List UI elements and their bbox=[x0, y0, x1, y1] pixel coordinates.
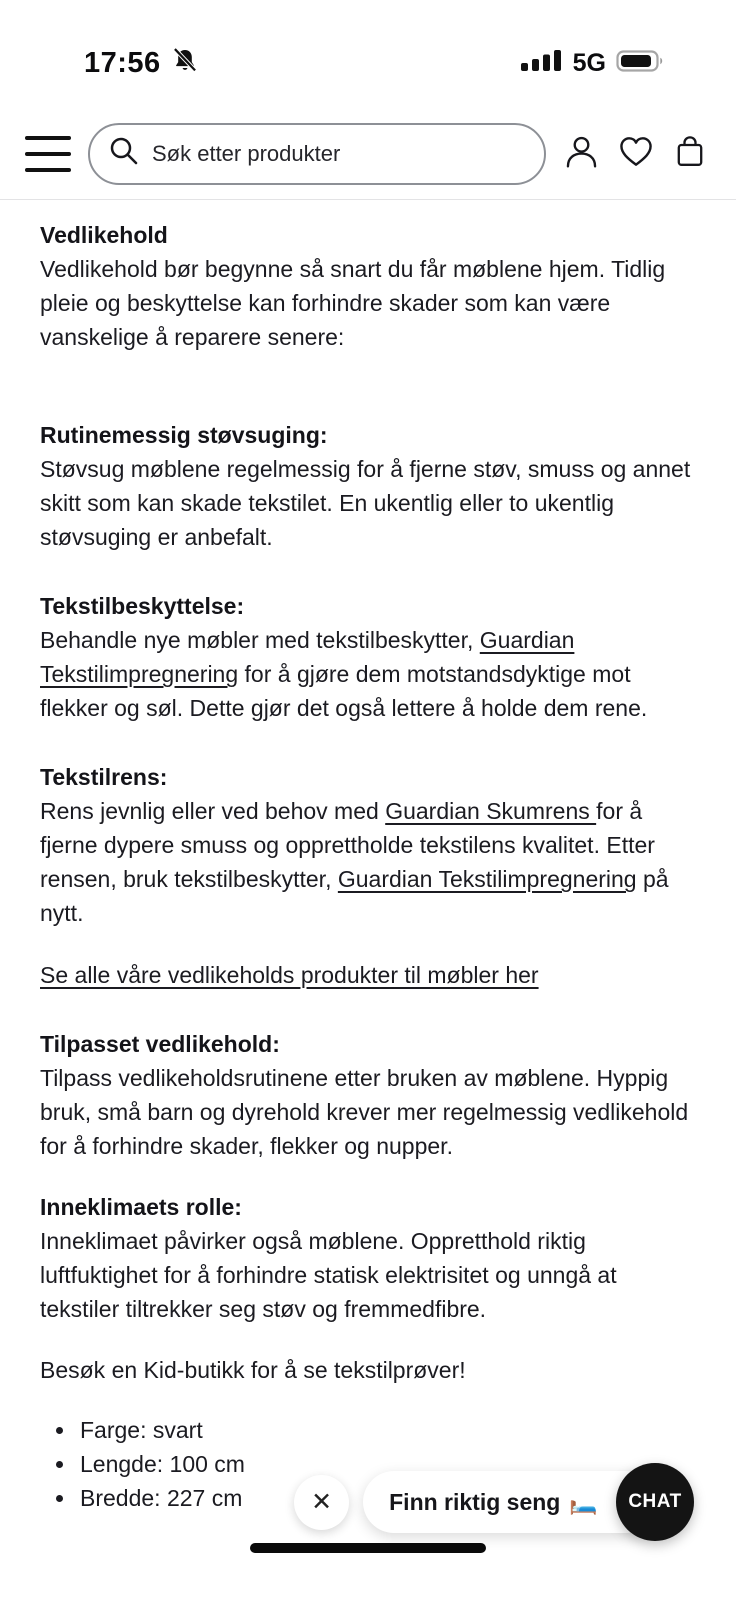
section-tilpasset-vedlikehold bbox=[40, 1027, 692, 1163]
spec-item-width: • Bredde: 227 cm bbox=[77, 1481, 692, 1515]
person-icon bbox=[563, 134, 600, 174]
clock: 17:56 bbox=[84, 46, 161, 79]
shopping-bag-icon bbox=[672, 134, 708, 173]
status-left bbox=[84, 47, 199, 80]
section-heading: Tekstilrens: bbox=[40, 764, 168, 790]
link-guardian-tekstilimpregnering[interactable]: Guardian Tekstilimpregnering bbox=[40, 627, 575, 687]
section-body: Støvsug møblene regelmessig for å fjerne støv, smuss og annet skitt som kan skade tekstilet. En ukentlig eller to ukentlig støvsuging er anbefalt. bbox=[40, 456, 691, 550]
spec-item-color: • Farge: svart bbox=[77, 1413, 692, 1447]
section-body: Vedlikehold bør begynne så snart du får møblene hjem. Tidlig pleie og beskyttelse kan forhindre skader som kan være vanskelige å reparere senere: bbox=[40, 256, 666, 350]
close-icon: ✕ bbox=[311, 1487, 333, 1516]
heart-icon bbox=[617, 133, 655, 174]
bell-muted-icon bbox=[171, 47, 199, 80]
see-all-products-paragraph bbox=[40, 958, 692, 992]
section-body: Tilpass vedlikeholdsrutinene etter bruken av møblene. Hyppig bruk, små barn og dyrehold krever mer regelmessig vedlikehold for å forhindre skader, flekker og nupper. bbox=[40, 1065, 689, 1159]
chat-suggestion-pill[interactable] bbox=[363, 1471, 658, 1533]
chat-pill-label: Finn riktig seng bbox=[389, 1488, 561, 1515]
section-heading: Vedlikehold bbox=[40, 222, 168, 248]
visit-store-paragraph: Besøk en Kid-butikk for å se tekstilprøver! bbox=[40, 1357, 466, 1383]
favorites-button[interactable] bbox=[617, 133, 655, 174]
section-tekstilbeskyttelse bbox=[40, 589, 692, 725]
cart-button[interactable] bbox=[672, 134, 708, 173]
search-input[interactable] bbox=[152, 141, 534, 167]
chat-close-button[interactable] bbox=[294, 1475, 349, 1530]
bed-emoji-icon: 🛏️ bbox=[569, 1488, 598, 1515]
section-stovsuging bbox=[40, 418, 692, 554]
status-right bbox=[521, 49, 666, 78]
status-bar bbox=[0, 0, 736, 108]
header bbox=[0, 108, 736, 200]
section-body bbox=[40, 623, 692, 725]
chat-open-button[interactable]: CHAT bbox=[616, 1463, 694, 1541]
spec-item-length: • Lengde: 100 cm bbox=[77, 1447, 692, 1481]
section-inneklimaets-rolle bbox=[40, 1190, 692, 1326]
section-heading: Tekstilbeskyttelse: bbox=[40, 593, 245, 619]
text-segment: Behandle nye møbler med tekstilbeskytter, bbox=[40, 627, 480, 653]
text-segment: for å fjerne dypere smuss og opprettholde tekstilens kvalitet. Etter rensen, bruk tekstilbeskytter, bbox=[40, 798, 655, 892]
link-guardian-tekstilimpregnering[interactable]: Guardian Tekstilimpregnering bbox=[337, 866, 637, 892]
section-tekstilrens bbox=[40, 760, 692, 930]
battery-icon bbox=[616, 49, 666, 78]
search-icon bbox=[108, 135, 140, 172]
article-content bbox=[0, 200, 736, 1515]
section-vedlikehold bbox=[40, 218, 692, 354]
section-heading: Tilpasset vedlikehold: bbox=[40, 1031, 280, 1057]
home-indicator-bar[interactable] bbox=[250, 1543, 486, 1553]
link-see-all-maintenance-products[interactable]: Se alle våre vedlikeholds produkter til møbler her bbox=[40, 962, 539, 988]
text-segment: Rens jevnlig eller ved behov med bbox=[40, 798, 386, 824]
section-body bbox=[40, 794, 692, 930]
account-button[interactable] bbox=[563, 134, 600, 174]
text-segment: på nytt. bbox=[40, 866, 669, 926]
network-type-label: 5G bbox=[572, 48, 606, 77]
hamburger-menu-button[interactable] bbox=[25, 132, 71, 176]
section-heading: Rutinemessig støvsuging: bbox=[40, 422, 328, 448]
section-heading: Inneklimaets rolle: bbox=[40, 1194, 242, 1220]
section-body: Inneklimaet påvirker også møblene. Oppretthold riktig luftfuktighet for å forhindre statisk elektrisitet og unngå at tekstiler tiltrekker seg støv og fremmedfibre. bbox=[40, 1228, 617, 1322]
text-segment: for å gjøre dem motstandsdyktige mot flekker og søl. Dette gjør det også lettere å holde dem rene. bbox=[40, 661, 648, 721]
link-guardian-skumrens[interactable]: Guardian Skumrens bbox=[385, 798, 597, 824]
signal-icon bbox=[521, 49, 563, 78]
search-bar[interactable] bbox=[88, 123, 546, 185]
chat-widget bbox=[294, 1463, 694, 1541]
